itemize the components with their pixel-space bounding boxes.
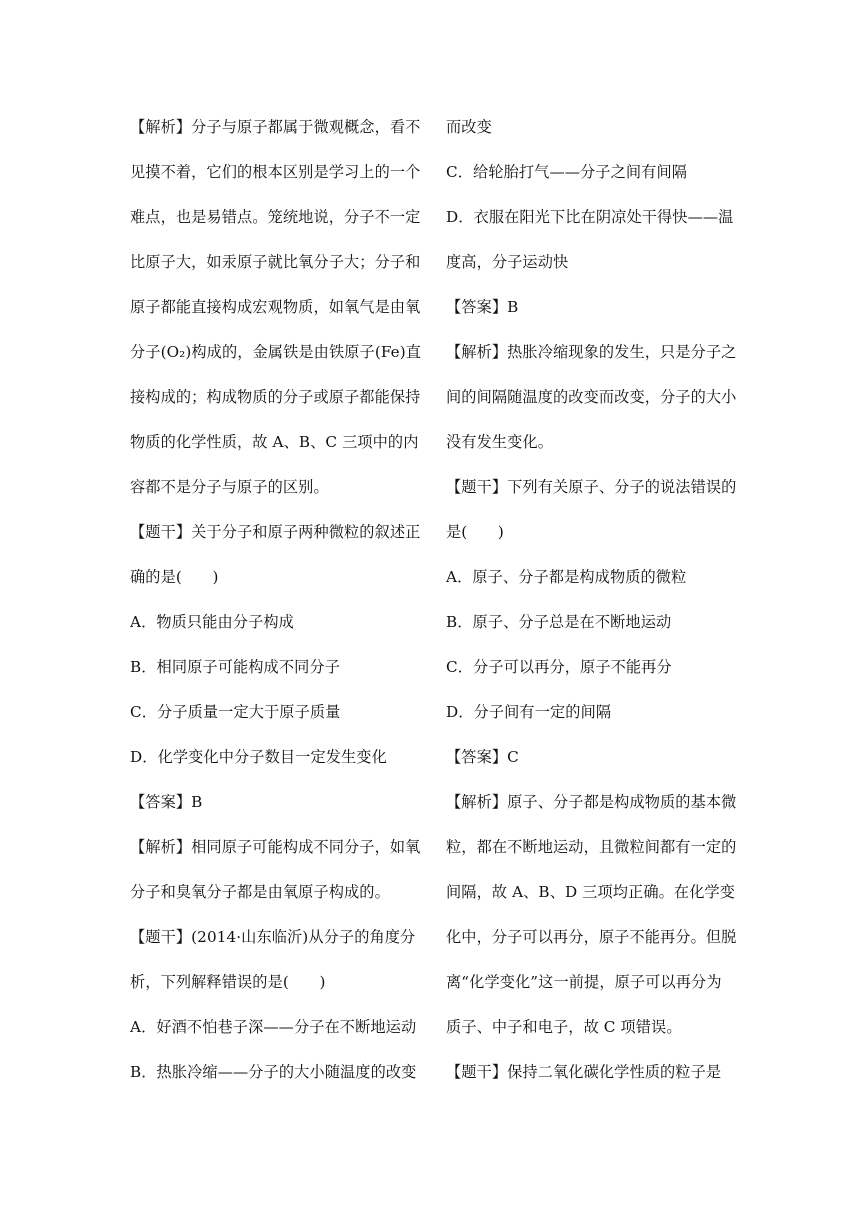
text-line: 分子(O₂)构成的，金属铁是由铁原子(Fe)直 <box>130 343 422 361</box>
text-line: 【题干】(2014·山东临沂)从分子的角度分 <box>130 928 416 946</box>
text-line: 【题干】关于分子和原子两种微粒的叙述正 <box>130 523 421 541</box>
option-line: B．原子、分子总是在不断地运动 <box>446 613 672 631</box>
text-line: 【解析】原子、分子都是构成物质的基本微 <box>446 793 737 811</box>
option-line: B．相同原子可能构成不同分子 <box>130 658 340 676</box>
text-line: 难点，也是易错点。笼统地说，分子不一定 <box>130 208 421 226</box>
text-line: 没有发生变化。 <box>446 433 554 451</box>
option-line: B．热胀冷缩——分子的大小随温度的改变 <box>130 1063 417 1081</box>
option-line: D．分子间有一定的间隔 <box>446 703 612 721</box>
option-line: D．化学变化中分子数目一定发生变化 <box>130 748 387 766</box>
answer-line: 【答案】B <box>130 793 203 811</box>
option-line: A．原子、分子都是构成物质的微粒 <box>446 568 687 586</box>
text-line: 化中，分子可以再分，原子不能再分。但脱 <box>446 928 737 946</box>
text-line: 【解析】分子与原子都属于微观概念，看不 <box>130 118 421 136</box>
text-line: 间的间隔随温度的改变而改变，分子的大小 <box>446 388 737 406</box>
text-line: 粒，都在不断地运动，且微粒间都有一定的 <box>446 838 737 856</box>
text-line: 度高，分子运动快 <box>446 253 569 271</box>
text-line: 见摸不着，它们的根本区别是学习上的一个 <box>130 163 421 181</box>
text-line: 物质的化学性质，故 A、B、C 三项中的内 <box>130 433 419 451</box>
text-line: 确的是( ) <box>130 568 219 586</box>
right-column <box>446 105 738 1095</box>
option-line: C．分子可以再分，原子不能再分 <box>446 658 672 676</box>
text-line: 【题干】保持二氧化碳化学性质的粒子是 <box>446 1063 722 1081</box>
option-line: A．物质只能由分子构成 <box>130 613 294 631</box>
text-line: 【题干】下列有关原子、分子的说法错误的 <box>446 478 737 496</box>
text-line: 容都不是分子与原子的区别。 <box>130 478 329 496</box>
text-line: 是( ) <box>446 523 504 541</box>
text-line: 原子都能直接构成宏观物质，如氧气是由氧 <box>130 298 421 316</box>
option-line: C．分子质量一定大于原子质量 <box>130 703 341 721</box>
left-column <box>130 105 422 1095</box>
text-line: 离“化学变化”这一前提，原子可以再分为 <box>446 973 722 991</box>
text-line: 【解析】热胀冷缩现象的发生，只是分子之 <box>446 343 737 361</box>
text-line: 质子、中子和电子，故 C 项错误。 <box>446 1018 682 1036</box>
text-line: 接构成的；构成物质的分子或原子都能保持 <box>130 388 421 406</box>
text-line: 析，下列解释错误的是( ) <box>130 973 326 991</box>
text-line: 而改变 <box>446 118 492 136</box>
text-line: 间隔，故 A、B、D 三项均正确。在化学变 <box>446 883 736 901</box>
answer-line: 【答案】B <box>446 298 519 316</box>
option-line: A．好酒不怕巷子深——分子在不断地运动 <box>130 1018 417 1036</box>
text-line: 分子和臭氧分子都是由氧原子构成的。 <box>130 883 390 901</box>
text-line: 【解析】相同原子可能构成不同分子，如氧 <box>130 838 421 856</box>
option-line: D．衣服在阳光下比在阴凉处干得快——温 <box>446 208 734 226</box>
option-line: C．给轮胎打气——分子之间有间隔 <box>446 163 688 181</box>
answer-line: 【答案】C <box>446 748 519 766</box>
text-line: 比原子大，如汞原子就比氧分子大；分子和 <box>130 253 421 271</box>
